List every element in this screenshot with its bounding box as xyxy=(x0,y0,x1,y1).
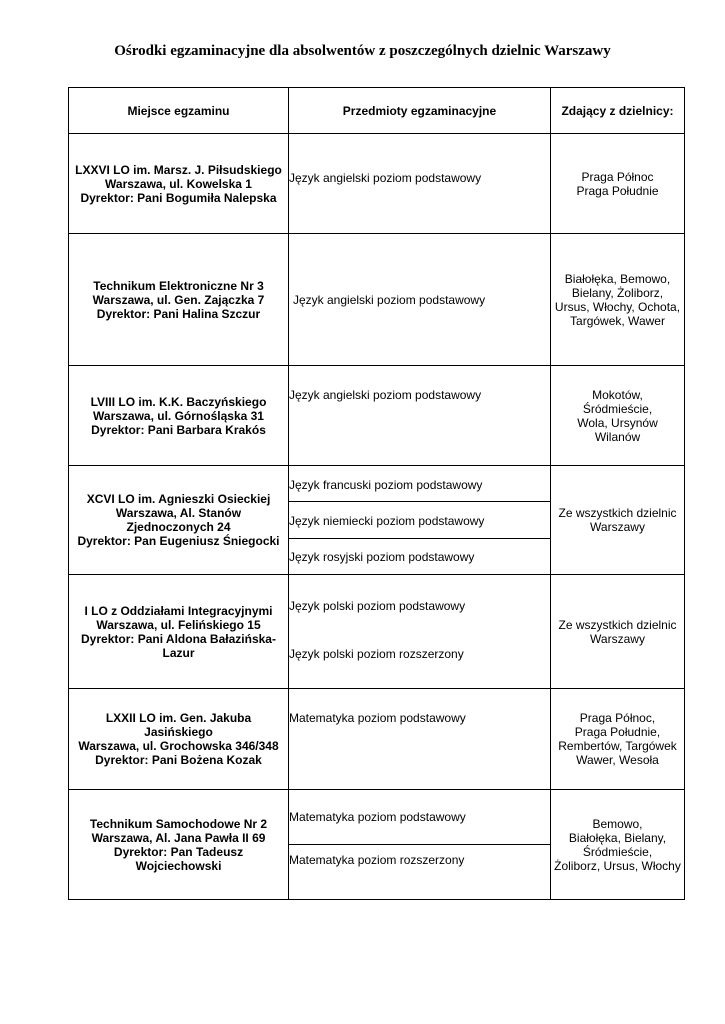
exam-subject: Język niemiecki poziom podstawowy xyxy=(289,502,551,539)
table-row xyxy=(69,689,685,790)
exam-place: Technikum Samochodowe Nr 2 Warszawa, Al. Jana Pawła II 69 Dyrektor: Pan Tadeusz Wojciechowski xyxy=(69,790,289,900)
exam-place: I LO z Oddziałami Integracyjnymi Warszawa, ul. Felińskiego 15 Dyrektor: Pani Aldona Bałazińska- Lazur xyxy=(69,575,289,689)
header-districts: Zdający z dzielnicy: xyxy=(551,88,685,134)
exam-subject: Język angielski poziom podstawowy xyxy=(289,134,551,234)
table-row xyxy=(69,466,685,502)
header-row xyxy=(69,88,685,134)
exam-place: LXXII LO im. Gen. Jakuba Jasińskiego Warszawa, ul. Grochowska 346/348 Dyrektor: Pani Bożena Kozak xyxy=(69,689,289,790)
exam-subject: Matematyka poziom podstawowy xyxy=(289,790,551,845)
exam-districts: Bemowo, Białołęka, Bielany, Śródmieście, Żoliborz, Ursus, Włochy xyxy=(551,790,685,900)
exam-subject: Język polski poziom podstawowy xyxy=(289,575,551,635)
exam-districts: Białołęka, Bemowo, Bielany, Żoliborz, Ursus, Włochy, Ochota, Targówek, Wawer xyxy=(551,234,685,366)
exam-districts: Praga Północ, Praga Południe, Rembertów, Targówek Wawer, Wesoła xyxy=(551,689,685,790)
exam-subject: Język polski poziom rozszerzony xyxy=(289,635,551,689)
page-title: Ośrodki egzaminacyjne dla absolwentów z poszczególnych dzielnic Warszawy xyxy=(114,43,611,59)
exam-subject: Matematyka poziom podstawowy xyxy=(289,689,551,790)
table-row xyxy=(69,366,685,466)
exam-districts: Mokotów, Śródmieście, Wola, Ursynów Wilanów xyxy=(551,366,685,466)
exam-subject: Język angielski poziom podstawowy xyxy=(289,366,551,466)
exam-districts: Ze wszystkich dzielnic Warszawy xyxy=(551,466,685,575)
exam-subject: Matematyka poziom rozszerzony xyxy=(289,845,551,900)
exam-place: LVIII LO im. K.K. Baczyńskiego Warszawa, ul. Górnośląska 31 Dyrektor: Pani Barbara Krakós xyxy=(69,366,289,466)
exam-districts: Praga Północ Praga Południe xyxy=(551,134,685,234)
exam-subject: Język angielski poziom podstawowy xyxy=(289,234,551,366)
table-row xyxy=(69,234,685,366)
table-row xyxy=(69,134,685,234)
exam-centers-table xyxy=(68,87,685,900)
exam-subject: Język francuski poziom podstawowy xyxy=(289,466,551,502)
exam-place: XCVI LO im. Agnieszki Osieckiej Warszawa, Al. Stanów Zjednoczonych 24 Dyrektor: Pan Eugeniusz Śniegocki xyxy=(69,466,289,575)
exam-districts: Ze wszystkich dzielnic Warszawy xyxy=(551,575,685,689)
table-row xyxy=(69,575,685,635)
exam-subject: Język rosyjski poziom podstawowy xyxy=(289,539,551,575)
header-place: Miejsce egzaminu xyxy=(69,88,289,134)
exam-place: LXXVI LO im. Marsz. J. Piłsudskiego Warszawa, ul. Kowelska 1 Dyrektor: Pani Bogumiła Nalepska xyxy=(69,134,289,234)
header-subjects: Przedmioty egzaminacyjne xyxy=(289,88,551,134)
table-row xyxy=(69,790,685,845)
exam-place: Technikum Elektroniczne Nr 3 Warszawa, ul. Gen. Zajączka 7 Dyrektor: Pani Halina Szczur xyxy=(69,234,289,366)
